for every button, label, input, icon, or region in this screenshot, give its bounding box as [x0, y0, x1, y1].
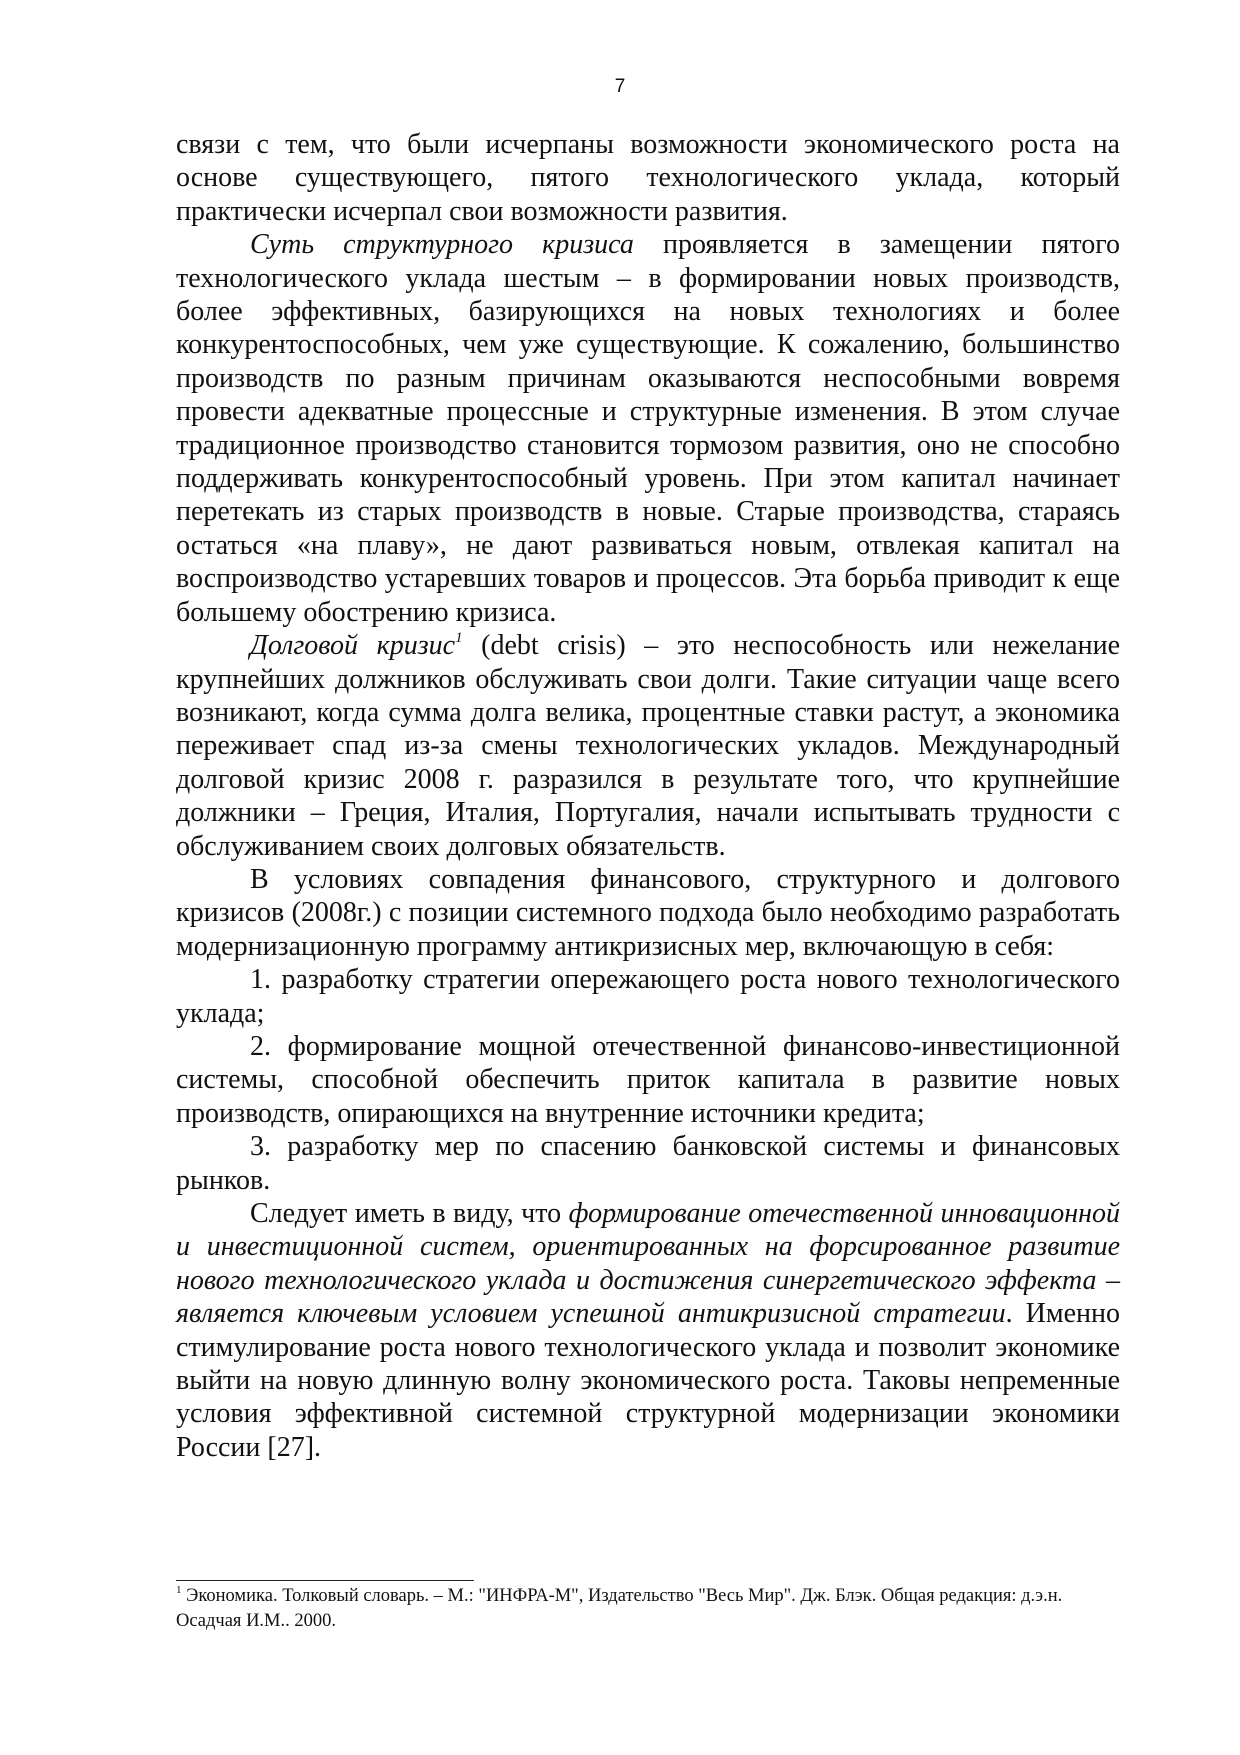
paragraph-continuation: связи с тем, что были исчерпаны возможности экономического роста на основе существующего, пятого технологического уклада, который практически исчерпал свои возможности развития.	[176, 129, 1120, 227]
paragraph-structural-crisis-text: проявляется в замещении пятого технологического уклада шестым – в формировании новых производств, более эффективных, базирующихся на новых технологиях и более конкурентоспособных, чем уже существующие. К сожалению, большинство производств по разным причинам оказываются неспособными вовремя провести адекватные процессные и структурные изменения. В этом случае традиционное производство становится тормозом развития, оно не способно поддерживать конкурентоспособный уровень. При этом капитал начинает перетекать из старых производств в новые. Старые производства, стараясь остаться «на плаву», не дают развиваться новым, отвлекая капитал на воспроизводство устаревших товаров и процессов. Эта борьба приводит к еще большему обострению кризиса.	[176, 229, 1120, 628]
paragraph-conclusion	[176, 1197, 1120, 1464]
body-text	[176, 128, 1120, 1464]
paragraph-debt-crisis	[176, 629, 1120, 863]
footnote	[176, 1584, 1120, 1634]
paragraph-structural-crisis	[176, 228, 1120, 629]
paragraph-conclusion-start: Следует иметь в виду, что	[250, 1198, 569, 1229]
paragraph-conclusion-text: . Именно стимулирование роста нового технологического уклада и позволит экономике выйти на новую длинную волну экономического роста. Таковы непременные условия эффективной системной структурной модернизации экономики России [27].	[176, 1298, 1120, 1463]
footnote-text: Экономика. Толковый словарь. – М.: "ИНФРА-М", Издательство "Весь Мир". Дж. Блэк. Общая редакция: д.э.н. Осадчая И.М.. 2000.	[176, 1586, 1063, 1631]
footnote-separator	[176, 1580, 474, 1581]
footnote-reference[interactable]: 1	[455, 629, 463, 646]
paragraph-conclusion-emphasis: формирование отечественной инновационной и инвестиционной систем, ориентированных на форсированное развитие нового технологического уклада и достижения синергетического эффекта – является ключевым условием успешной антикризисной стратегии	[176, 1198, 1121, 1330]
list-item: 1. разработку стратегии опережающего роста нового технологического уклада;	[176, 964, 1120, 1029]
term-debt-crisis: Долговой кризис	[250, 630, 456, 662]
list-item: 3. разработку мер по спасению банковской системы и финансовых рынков.	[176, 1131, 1120, 1196]
paragraph-anticrisis-program: В условиях совпадения финансового, структурного и долгового кризисов (2008г.) с позиции системного подхода было необходимо разработать модернизационную программу антикризисных мер, включающую в себя:	[176, 863, 1120, 962]
footnote-marker: 1	[176, 1583, 182, 1596]
page-number: 7	[614, 76, 626, 97]
paragraph-debt-crisis-text: (debt crisis) – это неспособность или нежелание крупнейших должников обслуживать свои долги. Такие ситуации чаще всего возникают, когда сумма долга велика, процентные ставки растут, а экономика переживает спад из-за смены технологических укладов. Международный долговой кризис 2008 г. разразился в результате того, что крупнейшие должники – Греция, Италия, Португалия, начали испытывать трудности с обслуживанием своих долговых обязательств.	[176, 630, 1121, 862]
list-item: 2. формирование мощной отечественной финансово-инвестиционной системы, способной обеспечить приток капитала в развитие новых производств, опирающихся на внутренние источники кредита;	[176, 1030, 1120, 1129]
term-structural-crisis: Суть структурного кризиса	[250, 229, 634, 261]
